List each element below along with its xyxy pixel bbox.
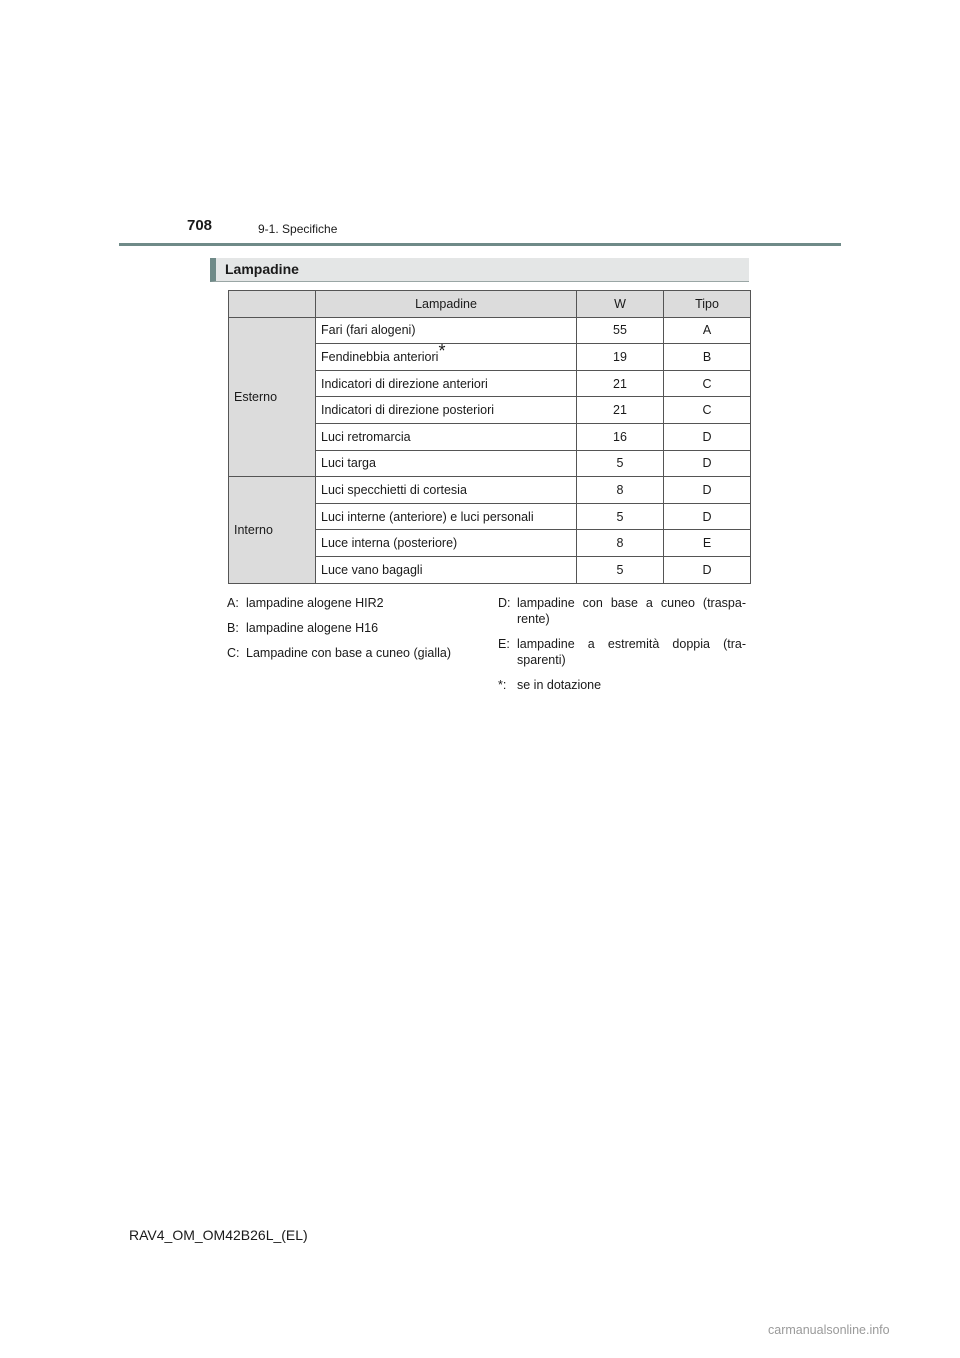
type-cell: D — [664, 503, 751, 530]
note-text: lampadine a estremità doppia (tra-sparenti) — [517, 637, 746, 667]
bulb-name: Luce vano bagagli — [321, 562, 423, 577]
type-cell: D — [664, 450, 751, 477]
bulb-name-cell — [316, 317, 577, 344]
section-title: 9-1. Specifiche — [258, 222, 338, 236]
column-header-w: W — [577, 291, 664, 318]
group-label: Esterno — [229, 317, 316, 477]
table-row — [229, 317, 751, 344]
bulb-name: Indicatori di direzione anteriori — [321, 376, 488, 391]
bulb-name: Indicatori di direzione posteriori — [321, 403, 495, 418]
notes-left — [227, 595, 477, 670]
wattage-cell: 19 — [577, 344, 664, 371]
column-header-lampadine: Lampadine — [316, 291, 577, 318]
note-key: D: — [498, 596, 511, 610]
bulb-name-cell — [316, 423, 577, 450]
column-header-group — [229, 291, 316, 318]
type-cell: B — [664, 344, 751, 371]
note-text: lampadine alogene HIR2 — [246, 596, 384, 610]
wattage-cell: 5 — [577, 503, 664, 530]
bulb-name-cell — [316, 450, 577, 477]
optional-asterisk: * — [438, 340, 446, 361]
type-cell: D — [664, 423, 751, 450]
column-header-tipo: Tipo — [664, 291, 751, 318]
heading-bar — [210, 258, 749, 282]
bulb-name: Luci interne (anteriore) e luci personali — [321, 509, 534, 524]
watermark: carmanualsonline.info — [768, 1323, 890, 1337]
bulb-name: Luci targa — [321, 456, 376, 471]
type-cell: A — [664, 317, 751, 344]
table-header-row — [229, 291, 751, 318]
bulb-name: Luci specchietti di cortesia — [321, 482, 467, 497]
wattage-cell: 8 — [577, 477, 664, 504]
note-item — [498, 636, 746, 668]
note-item — [498, 595, 746, 627]
note-text: lampadine alogene H16 — [246, 621, 379, 635]
bulb-name-cell — [316, 530, 577, 557]
bulb-name: Luce interna (posteriore) — [321, 536, 458, 551]
note-text: se in dotazione — [517, 678, 602, 692]
bulb-name-cell — [316, 370, 577, 397]
wattage-cell: 55 — [577, 317, 664, 344]
note-text: Lampadine con base a cuneo (gialla) — [246, 646, 451, 660]
bulb-name-cell — [316, 477, 577, 504]
heading-title: Lampadine — [225, 261, 299, 277]
bulb-name-cell — [316, 397, 577, 424]
bulb-name: Luci retromarcia — [321, 429, 411, 444]
bulb-name: Fari (fari alogeni) — [321, 323, 416, 338]
note-key: C: — [227, 646, 240, 660]
note-item — [227, 595, 477, 611]
note-key: A: — [227, 596, 239, 610]
bulb-name-cell — [316, 556, 577, 583]
type-cell: E — [664, 530, 751, 557]
type-cell: D — [664, 556, 751, 583]
group-label: Interno — [229, 477, 316, 583]
note-item — [227, 620, 477, 636]
bulb-spec-table — [228, 290, 751, 584]
type-cell: C — [664, 370, 751, 397]
page-number: 708 — [187, 217, 213, 234]
wattage-cell: 16 — [577, 423, 664, 450]
table-body — [229, 317, 751, 583]
type-cell: C — [664, 397, 751, 424]
note-item — [498, 677, 746, 693]
note-item — [227, 645, 477, 661]
wattage-cell: 5 — [577, 450, 664, 477]
note-text: lampadine con base a cuneo (traspa-rente) — [517, 596, 746, 626]
bulb-name-cell — [316, 503, 577, 530]
note-key: B: — [227, 621, 239, 635]
note-key: *: — [498, 678, 507, 692]
bulb-name: Fendinebbia anteriori — [321, 350, 439, 365]
wattage-cell: 21 — [577, 397, 664, 424]
wattage-cell: 5 — [577, 556, 664, 583]
table-row — [229, 477, 751, 504]
note-key: E: — [498, 637, 510, 651]
footer-code: RAV4_OM_OM42B26L_(EL) — [129, 1227, 308, 1243]
wattage-cell: 8 — [577, 530, 664, 557]
notes-right — [498, 595, 746, 702]
wattage-cell: 21 — [577, 370, 664, 397]
type-cell: D — [664, 477, 751, 504]
header-rule — [119, 243, 841, 246]
bulb-name-cell — [316, 340, 577, 371]
